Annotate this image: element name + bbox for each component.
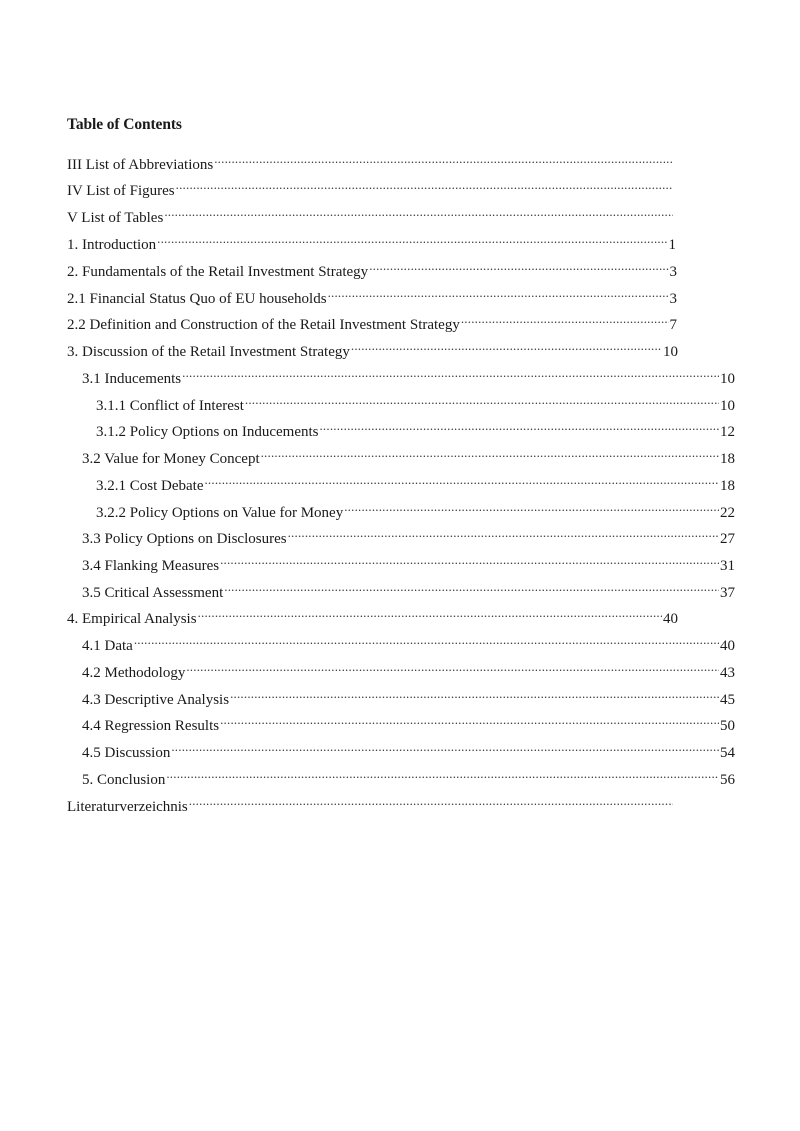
toc-entry-label: 3.5 Critical Assessment bbox=[82, 585, 224, 601]
toc-entry-conflict-of-interest[interactable] bbox=[96, 388, 735, 414]
toc-leader-dots bbox=[261, 441, 719, 463]
toc-entry-data[interactable] bbox=[82, 628, 735, 654]
toc-entry-discussion[interactable] bbox=[67, 334, 678, 360]
toc-entry-page: 3 bbox=[669, 264, 677, 280]
toc-entry-label: V List of Tables bbox=[67, 210, 164, 226]
toc-entry-label: 3.3 Policy Options on Disclosures bbox=[82, 531, 287, 547]
toc-entry-page: 10 bbox=[663, 344, 678, 360]
toc-entry-label: 4.2 Methodology bbox=[82, 665, 186, 681]
toc-leader-dots bbox=[351, 334, 662, 356]
toc-entry-page: 54 bbox=[720, 745, 735, 761]
toc-entry-introduction[interactable] bbox=[67, 227, 676, 253]
toc-leader-dots bbox=[204, 468, 719, 490]
toc-entry-label: 1. Introduction bbox=[67, 237, 157, 253]
toc-entry-descriptive-analysis[interactable] bbox=[82, 682, 735, 708]
toc-entry-label: 4.1 Data bbox=[82, 638, 133, 654]
toc-entry-label: 3.2.1 Cost Debate bbox=[96, 478, 204, 494]
toc-entry-financial-status-quo[interactable] bbox=[67, 281, 677, 307]
toc-entry-page: 1 bbox=[668, 237, 676, 253]
toc-entry-page: 18 bbox=[720, 478, 735, 494]
toc-leader-dots bbox=[134, 628, 719, 650]
toc-leader-dots bbox=[220, 708, 719, 730]
toc-entry-label: 3.2 Value for Money Concept bbox=[82, 451, 260, 467]
toc-entry-literaturverzeichnis[interactable] bbox=[67, 789, 674, 815]
toc-leader-dots bbox=[319, 414, 719, 436]
toc-entry-page: 27 bbox=[720, 531, 735, 547]
toc-entry-label: IV List of Figures bbox=[67, 183, 175, 199]
toc-entry-label: 2. Fundamentals of the Retail Investment Strategy bbox=[67, 264, 369, 280]
toc-entry-cost-debate[interactable] bbox=[96, 468, 735, 494]
toc-entry-page: 22 bbox=[720, 505, 735, 521]
toc-entry-label: 4.4 Regression Results bbox=[82, 718, 220, 734]
toc-leader-dots bbox=[369, 254, 668, 276]
toc-entry-critical-assessment[interactable] bbox=[82, 575, 735, 601]
toc-leader-dots bbox=[220, 548, 719, 570]
toc-leader-dots bbox=[230, 682, 719, 704]
toc-entry-methodology[interactable] bbox=[82, 655, 735, 681]
toc-entry-list-of-abbreviations[interactable] bbox=[67, 147, 674, 173]
toc-entry-page: 3 bbox=[669, 291, 677, 307]
toc-entry-page: 7 bbox=[669, 317, 677, 333]
toc-leader-dots bbox=[198, 601, 662, 623]
toc-entry-label: 2.2 Definition and Construction of the Retail Investment Strategy bbox=[67, 317, 460, 333]
toc-entry-fundamentals[interactable] bbox=[67, 254, 677, 280]
toc-entry-label: 3.1.2 Policy Options on Inducements bbox=[96, 424, 319, 440]
toc-leader-dots bbox=[224, 575, 719, 597]
toc-entry-page: 18 bbox=[720, 451, 735, 467]
toc-title: Table of Contents bbox=[67, 116, 182, 133]
toc-entry-page: 56 bbox=[720, 772, 735, 788]
toc-leader-dots bbox=[461, 307, 669, 329]
toc-entry-inducements[interactable] bbox=[82, 361, 735, 387]
toc-leader-dots bbox=[328, 281, 669, 303]
toc-entry-label: 2.1 Financial Status Quo of EU households bbox=[67, 291, 327, 307]
toc-leader-dots bbox=[166, 762, 719, 784]
toc-entry-label: 3.1 Inducements bbox=[82, 371, 182, 387]
toc-entry-label: 3.4 Flanking Measures bbox=[82, 558, 220, 574]
toc-entry-label: 4. Empirical Analysis bbox=[67, 611, 197, 627]
toc-entry-empirical-analysis[interactable] bbox=[67, 601, 678, 627]
toc-entry-label: III List of Abbreviations bbox=[67, 157, 214, 173]
toc-leader-dots bbox=[288, 521, 719, 543]
toc-leader-dots bbox=[186, 655, 719, 677]
toc-entry-page: 45 bbox=[720, 692, 735, 708]
toc-entry-conclusion[interactable] bbox=[82, 762, 735, 788]
toc-leader-dots bbox=[182, 361, 719, 383]
toc-entry-policy-options-disclosures[interactable] bbox=[82, 521, 735, 547]
toc-entry-label: 3.2.2 Policy Options on Value for Money bbox=[96, 505, 344, 521]
toc-entry-page: 10 bbox=[720, 371, 735, 387]
toc-entry-page: 40 bbox=[720, 638, 735, 654]
toc-entry-label: 5. Conclusion bbox=[82, 772, 166, 788]
toc-entry-page: 43 bbox=[720, 665, 735, 681]
toc-entry-definition-construction[interactable] bbox=[67, 307, 677, 333]
toc-entry-label: 3. Discussion of the Retail Investment Strategy bbox=[67, 344, 350, 360]
toc-entry-list-of-tables[interactable] bbox=[67, 200, 674, 226]
toc-leader-dots bbox=[171, 735, 719, 757]
toc-leader-dots bbox=[157, 227, 667, 249]
toc-leader-dots bbox=[214, 147, 673, 169]
toc-entry-page: 37 bbox=[720, 585, 735, 601]
toc-entry-page: 10 bbox=[720, 398, 735, 414]
toc-entry-page: 31 bbox=[720, 558, 735, 574]
toc-entry-label: 3.1.1 Conflict of Interest bbox=[96, 398, 244, 414]
toc-entry-list-of-figures[interactable] bbox=[67, 173, 674, 199]
toc-entry-page: 40 bbox=[663, 611, 678, 627]
toc-entry-label: 4.3 Descriptive Analysis bbox=[82, 692, 230, 708]
toc-entry-regression-results[interactable] bbox=[82, 708, 735, 734]
toc-entry-label: 4.5 Discussion bbox=[82, 745, 171, 761]
toc-leader-dots bbox=[245, 388, 719, 410]
toc-leader-dots bbox=[176, 173, 673, 195]
toc-entry-discussion-4-5[interactable] bbox=[82, 735, 735, 761]
toc-entry-flanking-measures[interactable] bbox=[82, 548, 735, 574]
toc-entry-policy-options-value-for-money[interactable] bbox=[96, 495, 735, 521]
toc-leader-dots bbox=[164, 200, 673, 222]
toc-entry-policy-options-inducements[interactable] bbox=[96, 414, 735, 440]
toc-leader-dots bbox=[189, 789, 673, 811]
toc-entry-page: 12 bbox=[720, 424, 735, 440]
toc-entry-value-for-money-concept[interactable] bbox=[82, 441, 735, 467]
toc-entry-page: 50 bbox=[720, 718, 735, 734]
toc-leader-dots bbox=[344, 495, 719, 517]
toc-entry-label: Literaturverzeichnis bbox=[67, 799, 188, 815]
